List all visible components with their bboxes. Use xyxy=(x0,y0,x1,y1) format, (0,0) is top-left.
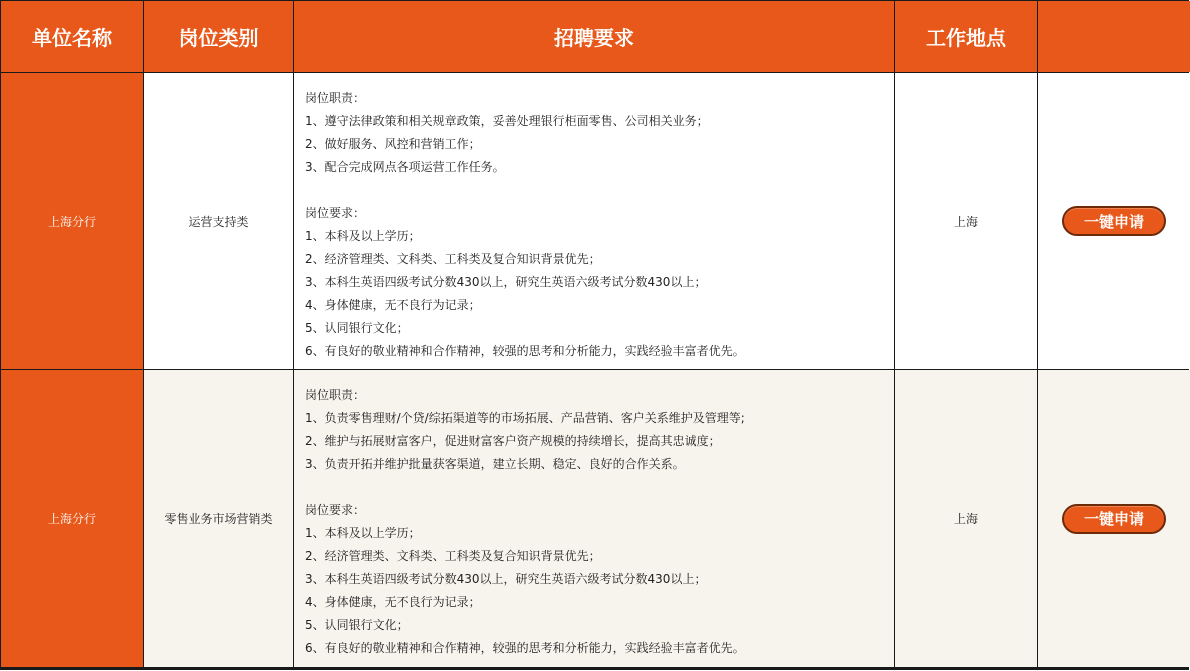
header-position-category: 岗位类别 xyxy=(144,1,293,72)
req-item: 4、身体健康，无不良行为记录； xyxy=(305,595,481,609)
table-row-1-unit: 上海分行 xyxy=(1,73,143,369)
req-item: 3、本科生英语四级考试分数430以上，研究生英语六级考试分数430以上； xyxy=(305,275,707,289)
req-item: 5、认同银行文化； xyxy=(305,321,409,335)
duty-item: 1、遵守法律政策和相关规章政策，妥善处理银行柜面零售、公司相关业务； xyxy=(305,114,709,128)
duty-item: 2、维护与拓展财富客户，促进财富客户资产规模的持续增长，提高其忠诚度； xyxy=(305,434,721,448)
table-row-2-unit: 上海分行 xyxy=(1,370,143,667)
header-action xyxy=(1038,1,1190,72)
req-item: 3、本科生英语四级考试分数430以上，研究生英语六级考试分数430以上； xyxy=(305,572,707,586)
apply-button[interactable]: 一键申请 xyxy=(1062,206,1166,236)
reqs-title: 岗位要求： xyxy=(305,503,366,517)
duties-title: 岗位职责： xyxy=(305,388,366,402)
req-item: 2、经济管理类、文科类、工科类及复合知识背景优先； xyxy=(305,549,601,563)
duty-item: 3、负责开拓并维护批量获客渠道，建立长期、稳定、良好的合作关系。 xyxy=(305,457,685,471)
req-item: 6、有良好的敬业精神和合作精神，较强的思考和分析能力，实践经验丰富者优先。 xyxy=(305,641,745,655)
table-row-2-category: 零售业务市场营销类 xyxy=(144,370,293,667)
header-unit-name: 单位名称 xyxy=(1,1,143,72)
header-work-location: 工作地点 xyxy=(895,1,1037,72)
table-row-1-category: 运营支持类 xyxy=(144,73,293,369)
apply-button[interactable]: 一键申请 xyxy=(1062,504,1166,534)
req-item: 6、有良好的敬业精神和合作精神，较强的思考和分析能力，实践经验丰富者优先。 xyxy=(305,344,745,358)
table-row-2-action xyxy=(1038,370,1190,667)
table-row-2-location: 上海 xyxy=(895,370,1037,667)
reqs-title: 岗位要求： xyxy=(305,206,366,220)
req-item: 4、身体健康，无不良行为记录； xyxy=(305,298,481,312)
table-row-1-requirements xyxy=(294,73,894,369)
table-row-1-action xyxy=(1038,73,1190,369)
duties-title: 岗位职责： xyxy=(305,91,366,105)
duty-item: 3、配合完成网点各项运营工作任务。 xyxy=(305,160,505,174)
table-row-2-requirements xyxy=(294,370,894,667)
req-item: 5、认同银行文化； xyxy=(305,618,409,632)
duty-item: 2、做好服务、风控和营销工作； xyxy=(305,137,481,151)
req-item: 1、本科及以上学历； xyxy=(305,526,421,540)
duty-item: 1、负责零售理财/个贷/综拓渠道等的市场拓展、产品营销、客户关系维护及管理等; xyxy=(305,411,745,425)
req-item: 1、本科及以上学历； xyxy=(305,229,421,243)
req-item: 2、经济管理类、文科类、工科类及复合知识背景优先； xyxy=(305,252,601,266)
table-row-1-location: 上海 xyxy=(895,73,1037,369)
header-requirements: 招聘要求 xyxy=(294,1,894,72)
